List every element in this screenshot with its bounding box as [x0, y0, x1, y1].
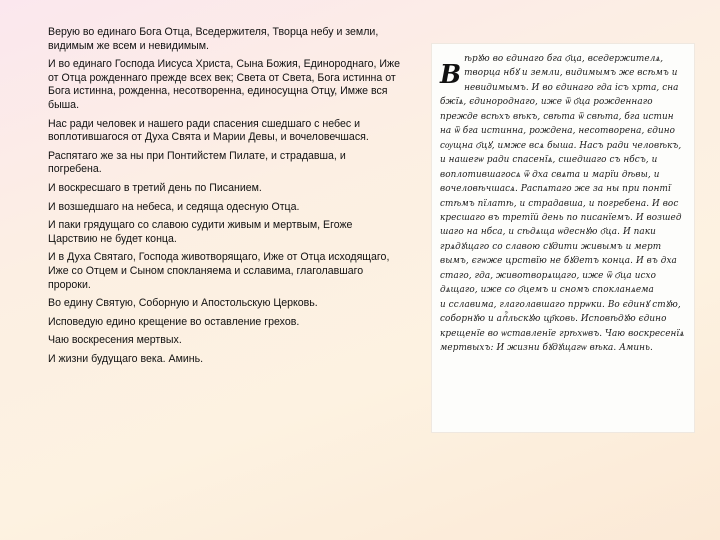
creed-paragraph: И во единаго Господа Иисуса Христа, Сына Божия, Единороднаго, Иже от Отца рожденнаго прежде всех век; Света от Света, Бога истинна от Бога истинна, рожденна, несотворенна, единосущна Отцу, Имже вся быша. [48, 58, 401, 111]
manuscript-line: и нашегѡ ради спасенїѧ, сшедшаго съ нбсъ, и [440, 154, 658, 166]
creed-paragraph: Чаю воскресения мертвых. [48, 334, 182, 347]
creed-paragraph: И в Духа Святаго, Господа животворящаго, Иже от Отца исходящаго, Иже со Отцем и Сыном спокланяема и сславима, глаголавшаго пророки. [48, 251, 390, 291]
creed-paragraph: И воскресшаго в третий день по Писанием. [48, 181, 262, 194]
manuscript-line: стѣмъ пїлатѣ, и страдавша, и погребена. И вос [440, 197, 679, 209]
manuscript-line: творца нбꙋ и земли, видимымъ же всѣмъ и [464, 67, 678, 79]
creed-paragraph: Исповедую едино крещение во оставление грехов. [48, 315, 300, 328]
manuscript-line: дѧщаго, иже со ѻ҃цемъ и сномъ спокланѧема [440, 284, 654, 296]
creed-paragraph: Верую во единаго Бога Отца, Вседержителя, Творца небу и земли, видимым же всем и невидимым. [48, 26, 379, 52]
manuscript-line: вымъ, єгѡже црствїю не бꙋдетъ конца. И въ дха [440, 255, 677, 267]
creed-paragraph: Во едину Святую, Соборную и Апостольскую Церковь. [48, 297, 318, 310]
creed-paragraph: Нас ради человек и нашего ради спасения сшедшаго с небес и воплотившагося от Духа Свята и Марии Девы, и вочеловечшася. [48, 117, 369, 144]
manuscript-line: невидимымъ. И во єдинаго гда ісъ хрта, сна [464, 81, 679, 93]
creed-paragraph: И возшедшаго на небеса, и седяща одесную Отца. [48, 200, 300, 213]
manuscript-image [432, 44, 694, 432]
creed-paragraph: Распятаго же за ны при Понтийстем Пилате, и страдавша, и погребена. [48, 149, 346, 176]
manuscript-line: крещенїе во ѡставленїе грѣхѡвъ. Чаю воскресенїѧ [440, 327, 685, 339]
creed-paragraph: И жизни будущаго века. Аминь. [48, 352, 204, 365]
manuscript-line: и сславима, глаголавшаго пррѡки. Во єдинꙋ стꙋю, [440, 298, 681, 310]
manuscript-line: грѧдꙋщаго со славою сꙋдити живымъ и мерт [440, 240, 662, 252]
manuscript-text [440, 52, 688, 356]
manuscript-line: вочеловѣчшасѧ. Распѧтаго же за ны при понтї [440, 183, 671, 195]
manuscript-line: бжїѧ, єдинороднаго, иже ѿ ѻ҃ца рожденнаго [440, 96, 653, 108]
manuscript-line: прежде всѣхъ вѣкъ, свѣта ѿ свѣта, бга истин [440, 110, 674, 122]
manuscript-line: мертвыхъ: И жизни бꙋдꙋщагѡ вѣка. Аминь. [440, 342, 653, 354]
manuscript-line: соборнꙋю и апⷭ҇льскꙋю цр҃ковь. Исповѣдꙋю єдино [440, 313, 667, 325]
manuscript-drop-cap: В [440, 60, 462, 90]
manuscript-line: В ѣрꙋю во єдинаго бга ѻ҃ца, вседержителѧ, [440, 53, 664, 90]
manuscript-line: сѹщна ѻ҃цꙋ, имже всѧ быша. Насъ ради человѣкъ, [440, 139, 682, 151]
manuscript-line: кресшаго въ третїй день по писанїемъ. И возшед [440, 211, 682, 223]
manuscript-line: стаго, гда, животворѧщаго, иже ѿ ѻ҃ца исхо [440, 269, 656, 281]
manuscript-line: на ѿ бга истинна, рождена, несотворена, єдино [440, 125, 676, 137]
creed-paragraph: И паки грядущаго со славою судити живым и мертвым, Егоже Царствию не будет конца. [48, 219, 353, 245]
creed-text-block [48, 26, 400, 371]
manuscript-line: воплотившагосѧ ѿ дха свѧта и марїи дѣвы, и [440, 168, 660, 180]
manuscript-line: шаго на нбса, и сѣдѧща ѡдеснꙋю ѻ҃ца. И паки [440, 226, 656, 238]
